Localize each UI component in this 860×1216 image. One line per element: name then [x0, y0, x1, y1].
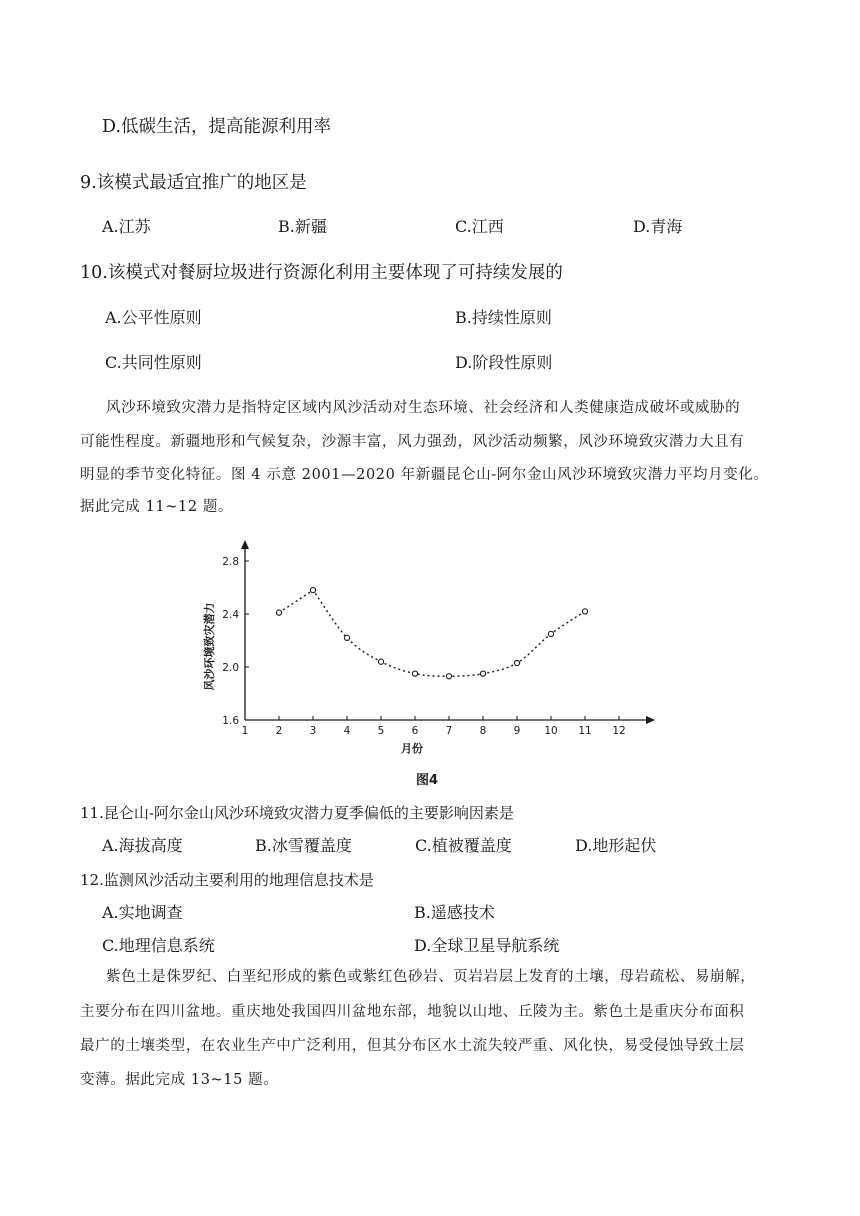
- question-12-option-a: A.实地调查: [102, 903, 183, 922]
- chart-y-tick-label: 2.4: [222, 609, 239, 621]
- passage-2-line-2: 主要分布在四川盆地。重庆地处我国四川盆地东部，地貌以山地、丘陵为主。紫色土是重庆分布面积: [80, 1004, 745, 1020]
- figure-caption: 图4: [416, 773, 439, 788]
- question-11-option-a: A.海拔高度: [102, 836, 183, 855]
- question-10-option-b: B.持续性原则: [455, 308, 552, 327]
- chart-y-axis-arrow: [241, 540, 249, 549]
- chart-data-point: [514, 660, 519, 665]
- chart-y-tick-label: 1.6: [222, 715, 239, 727]
- passage-2-line-1: 紫色土是侏罗纪、白垩纪形成的紫色或紫红色砂岩、页岩岩层上发育的土壤，母岩疏松、易崩解，: [106, 969, 756, 985]
- chart-x-tick-label: 11: [578, 725, 592, 737]
- chart-y-tick-label: 2.8: [222, 556, 239, 568]
- passage-1-line-1: 风沙环境致灾潜力是指特定区域内风沙活动对生态环境、社会经济和人类健康造成破坏或威胁的: [106, 400, 741, 416]
- chart-x-tick-label: 2: [275, 725, 283, 737]
- question-10-option-c: C.共同性原则: [105, 353, 202, 372]
- question-12-stem: 12.监测风沙活动主要利用的地理信息技术是: [80, 871, 374, 889]
- chart-data-point: [412, 671, 417, 676]
- chart-x-tick-label: 10: [544, 725, 558, 737]
- passage-1-line-2: 可能性程度。新疆地形和气候复杂，沙源丰富，风力强劲，风沙活动频繁，风沙环境致灾潜力大且有: [80, 434, 745, 450]
- question-8-option-d: D.低碳生活，提高能源利用率: [102, 117, 331, 137]
- chart-x-axis-label: 月份: [401, 742, 423, 755]
- chart-x-axis-arrow: [646, 716, 655, 724]
- chart-data-point: [378, 659, 383, 664]
- figure-4-chart: [0, 520, 860, 800]
- chart-x-tick-label: 6: [411, 725, 419, 737]
- passage-2-line-4: 变薄。据此完成 13~15 题。: [80, 1072, 279, 1088]
- chart-x-tick-label: 3: [309, 725, 317, 737]
- question-11-option-c: C.植被覆盖度: [415, 836, 512, 855]
- question-9-option-c: C.江西: [455, 217, 504, 236]
- chart-x-tick-label: 9: [513, 725, 521, 737]
- question-10-option-a: A.公平性原则: [105, 308, 202, 327]
- chart-data-point: [276, 610, 281, 615]
- question-12-option-b: B.遥感技术: [414, 903, 495, 922]
- question-10-option-d: D.阶段性原则: [455, 353, 553, 372]
- question-9-option-d: D.青海: [633, 217, 683, 236]
- chart-x-tick-label: 12: [612, 725, 626, 737]
- chart-data-point: [344, 635, 349, 640]
- chart-data-point: [582, 609, 587, 614]
- passage-1-line-3: 明显的季节变化特征。图 4 示意 2001—2020 年新疆昆仑山-阿尔金山风沙环境致灾潜力平均月变化。: [80, 467, 769, 483]
- question-12-option-c: C.地理信息系统: [102, 936, 215, 955]
- chart-x-tick-label: 8: [479, 725, 487, 737]
- question-10-stem: 10.该模式对餐厨垃圾进行资源化利用主要体现了可持续发展的: [80, 263, 563, 283]
- chart-data-point: [480, 671, 485, 676]
- passage-2-line-3: 最广的土壤类型，在农业生产中广泛利用，但其分布区水土流失较严重、风化快，易受侵蚀导致土层: [80, 1038, 745, 1054]
- chart-x-tick-label: 1: [241, 725, 249, 737]
- chart-data-point: [548, 631, 553, 636]
- chart-x-tick-label: 4: [343, 725, 351, 737]
- chart-y-tick-label: 2.0: [222, 662, 239, 674]
- chart-data-point: [446, 674, 451, 679]
- chart-y-axis-label: 风沙环境致灾潜力: [203, 602, 216, 691]
- chart-data-point: [310, 588, 315, 593]
- passage-1-line-4: 据此完成 11~12 题。: [80, 499, 234, 515]
- question-9-option-a: A.江苏: [102, 217, 151, 236]
- chart-series-line: [279, 590, 585, 676]
- question-9-option-b: B.新疆: [278, 217, 327, 236]
- chart-x-tick-label: 7: [445, 725, 453, 737]
- question-11-option-d: D.地形起伏: [575, 836, 657, 855]
- question-12-option-d: D.全球卫星导航系统: [414, 936, 560, 955]
- chart-x-tick-label: 5: [377, 725, 385, 737]
- question-11-stem: 11.昆仑山-阿尔金山风沙环境致灾潜力夏季偏低的主要影响因素是: [80, 804, 514, 822]
- question-11-option-b: B.冰雪覆盖度: [255, 836, 352, 855]
- question-9-stem: 9.该模式最适宜推广的地区是: [80, 173, 307, 193]
